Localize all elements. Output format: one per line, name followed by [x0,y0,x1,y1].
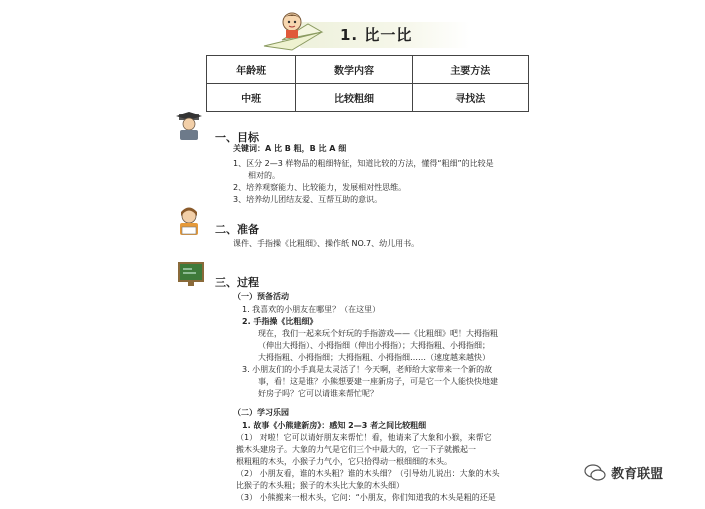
table-header-row [207,56,529,84]
process-line: 大拇指粗、小拇指细；大拇指粗、小拇指细……（速度越来越快） [258,353,490,362]
goal-item: 1、区分 2—3 样物品的粗细特征，知道比较的方法，懂得“粗细”的比较是 [233,159,494,168]
table-header-cell: 年龄班 [207,56,296,84]
section-goal-title: 一、目标 [215,131,259,144]
teacher-icon [176,112,202,140]
girl-reading-icon [176,207,202,237]
process-line: 比猴子的木头粗；猴子的木头比大象的木头细） [236,481,404,490]
table-row [207,84,529,112]
process-line: 根粗粗的木头，小猴子力气小，它只拾得动一根细细的木头。 [236,457,452,466]
section-prep-title: 二、准备 [215,223,259,236]
process-line: （2） 小朋友看，谁的木头粗？谁的木头细？（引导幼儿说出：大象的木头 [236,469,500,478]
process-line: 现在，我们一起来玩个好玩的手指游戏——《比粗细》吧！大拇指粗 [258,329,498,338]
info-table [206,55,529,112]
prep-text: 课件、手指操《比粗细》、操作纸 NO.7、幼儿用书。 [233,239,420,248]
process-step: 1. 故事《小熊建新房》：感知 2—3 者之间比较粗细 [242,421,427,430]
watermark [584,462,663,483]
blackboard-icon [178,262,204,286]
table-cell: 寻找法 [412,84,528,112]
section-process-title: 三、过程 [215,276,259,289]
process-step: 2. 手指操《比粗细》 [242,317,318,326]
process-step: 1. 我喜欢的小朋友在哪里？（在这里） [242,305,381,314]
process-line: 事，看！这是谁？小熊想要建一座新房子，可是它一个人能快快地建 [258,377,498,386]
process-line: 搬木头建房子。大象的力气是它们三个中最大的，它一下子就搬起一 [236,445,476,454]
process-line: （1） 对啦！它可以请好朋友来帮忙！看，他请来了大象和小猴，来帮它 [236,433,492,442]
boy-paper-plane-icon [262,10,332,52]
process-line: （3） 小熊搬来一根木头，它问：“小朋友，你们知道我的木头是粗的还是 [236,493,496,502]
goal-item: 相对的。 [248,171,280,180]
process-line: （伸出大拇指）、小拇指细（伸出小拇指）；大拇指粗、小拇指细； [258,341,490,350]
table-header-cell: 数学内容 [296,56,412,84]
watermark-text: 教育联盟 [611,467,664,482]
table-cell: 比较粗细 [296,84,412,112]
table-cell: 中班 [207,84,296,112]
page-title: 1. 比一比 [340,26,413,44]
process-part2-title: （二）学习乐园 [233,408,289,417]
process-part1-title: （一）预备活动 [233,292,289,301]
goal-keywords: 关键词：A 比 B 粗，B 比 A 细 [233,144,347,153]
process-line: 3. 小朋友们的小手真是太灵活了！今天啊，老师给大家带来一个新的故 [242,365,493,374]
wechat-icon [584,463,606,483]
process-line: 好房子吗？它可以请谁来帮忙呢？ [258,389,378,398]
goal-item: 3、培养幼儿团结友爱、互帮互助的意识。 [233,195,383,204]
table-header-cell: 主要方法 [412,56,528,84]
goal-item: 2、培养观察能力、比较能力，发展相对性思维。 [233,183,407,192]
